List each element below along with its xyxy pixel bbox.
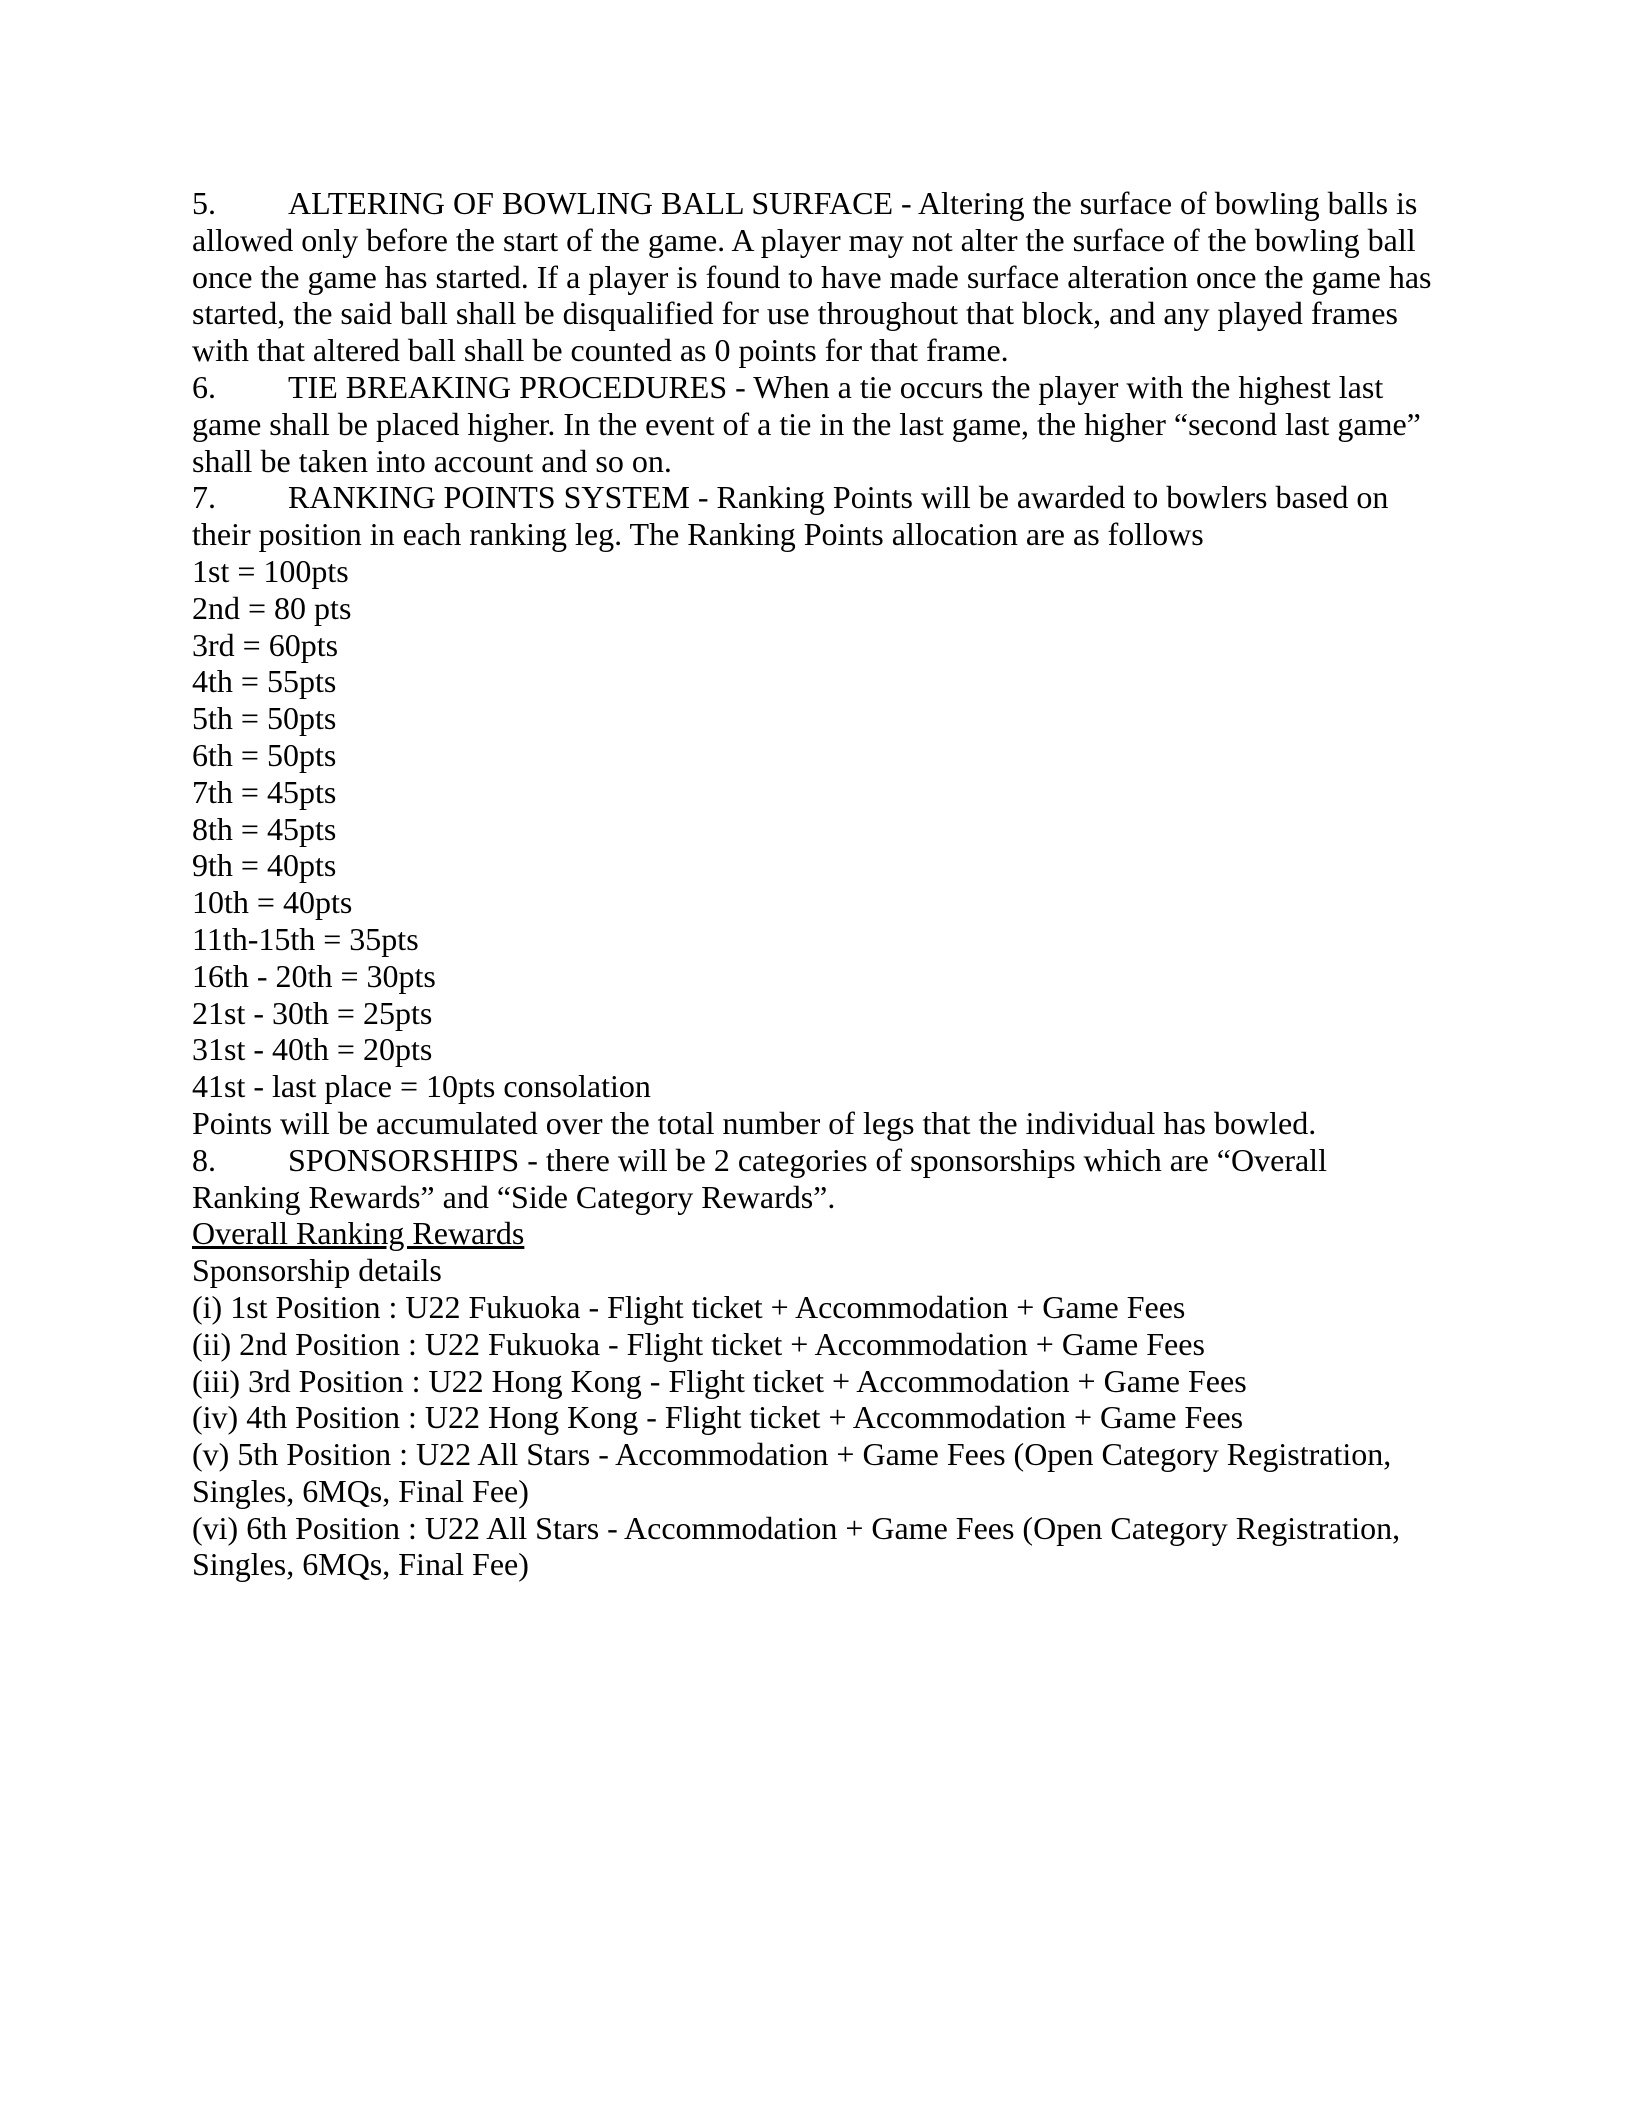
ranking-points-line: 5th = 50pts: [192, 700, 337, 737]
ranking-points-line: 4th = 55pts: [192, 663, 337, 700]
section-6-paragraph: [192, 369, 1440, 479]
section-6-text: TIE BREAKING PROCEDURES - When a tie occurs the player with the highest last game shall be placed higher. In the event of a tie in the last game, the higher “second last game” shall be taken into account and so on.: [192, 368, 1421, 479]
reward-item: (i) 1st Position : U22 Fukuoka - Flight ticket + Accommodation + Game Fees: [192, 1288, 1186, 1325]
rewards-subheading: Sponsorship details: [192, 1252, 442, 1289]
ranking-points-line: 6th = 50pts: [192, 736, 337, 773]
ranking-points-line: 9th = 40pts: [192, 847, 337, 884]
reward-item: (iv) 4th Position : U22 Hong Kong - Flight ticket + Accommodation + Game Fees: [192, 1399, 1244, 1436]
ranking-points-line: 31st - 40th = 20pts: [192, 1031, 433, 1068]
ranking-points-line: 2nd = 80 pts: [192, 589, 352, 626]
section-8-number: 8.: [192, 1141, 216, 1178]
reward-item: (iii) 3rd Position : U22 Hong Kong - Flight ticket + Accommodation + Game Fees: [192, 1362, 1247, 1399]
overall-ranking-rewards-section: [192, 1215, 1440, 1583]
ranking-points-line: 10th = 40pts: [192, 884, 353, 921]
ranking-points-line: 7th = 45pts: [192, 773, 337, 810]
section-7-number: 7.: [192, 479, 216, 516]
reward-item: (v) 5th Position : U22 All Stars - Accommodation + Game Fees (Open Category Registration, Singles, 6MQs, Final Fee): [192, 1436, 1392, 1509]
ranking-points-line: 41st - last place = 10pts consolation: [192, 1068, 651, 1105]
ranking-points-line: 21st - 30th = 25pts: [192, 994, 433, 1031]
section-8-text: SPONSORSHIPS - there will be 2 categories of sponsorships which are “Overall Ranking Rewards” and “Side Category Rewards”.: [192, 1141, 1327, 1215]
ranking-points-line: 11th-15th = 35pts: [192, 920, 419, 957]
ranking-points-line: 1st = 100pts: [192, 552, 349, 589]
section-5-text: ALTERING OF BOWLING BALL SURFACE - Altering the surface of bowling balls is allowed only before the start of the game. A player may not alter the surface of the bowling ball once the game has started. If a player is found to have made surface alteration once the game has started, the said ball shall be disqualified for use throughout that block, and any played frames with that altered ball shall be counted as 0 points for that frame.: [192, 185, 1432, 369]
ranking-points-line: 16th - 20th = 30pts: [192, 957, 436, 994]
ranking-points-list: [192, 553, 1440, 1105]
reward-item: (ii) 2nd Position : U22 Fukuoka - Flight ticket + Accommodation + Game Fees: [192, 1325, 1205, 1362]
section-8-paragraph: [192, 1142, 1440, 1216]
reward-item: (vi) 6th Position : U22 All Stars - Accommodation + Game Fees (Open Category Registration, Singles, 6MQs, Final Fee): [192, 1509, 1401, 1583]
ranking-points-line: 8th = 45pts: [192, 810, 337, 847]
section-5-number: 5.: [192, 185, 216, 221]
section-5-paragraph: [192, 185, 1440, 369]
section-6-number: 6.: [192, 368, 216, 405]
accumulation-note: Points will be accumulated over the total number of legs that the individual has bowled.: [192, 1104, 1317, 1141]
rewards-heading: Overall Ranking Rewards: [192, 1215, 525, 1252]
section-7-paragraph: [192, 479, 1440, 553]
ranking-points-line: 3rd = 60pts: [192, 626, 339, 663]
section-7-text: RANKING POINTS SYSTEM - Ranking Points will be awarded to bowlers based on their position in each ranking leg. The Ranking Points allocation are as follows: [192, 479, 1389, 553]
